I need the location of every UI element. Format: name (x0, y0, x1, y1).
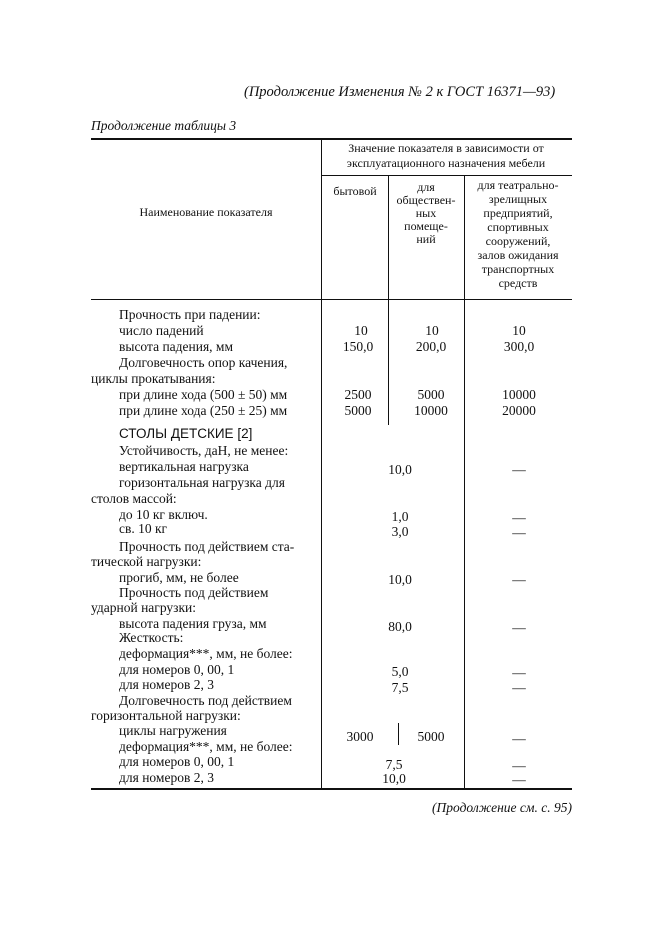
row-label: для номеров 2, 3 (119, 677, 214, 692)
dash-cell: — (512, 620, 526, 635)
dash-cell: — (512, 462, 526, 477)
row-label: вертикальная нагрузка (119, 459, 249, 474)
value-cell: 10 (354, 323, 368, 338)
row-label: горизонтальная нагрузка для (119, 475, 285, 490)
value-cell: 10,0 (388, 462, 412, 477)
table-top-border (91, 138, 572, 140)
dash-cell: — (512, 772, 526, 787)
row-label: при длине хода (500 ± 50) мм (119, 387, 288, 402)
value-cell: 10 (512, 323, 526, 338)
value-cell: 10000 (414, 403, 448, 418)
row-label: Устойчивость, даН, не менее: (119, 443, 289, 458)
dash-cell: — (512, 680, 526, 695)
column-divider-name (321, 138, 322, 789)
column-divider-2 (464, 175, 465, 788)
header-col-public-3: ных (415, 206, 437, 220)
value-cell: 5000 (417, 387, 445, 402)
row-label: циклы прокатывания: (91, 371, 216, 386)
row-label: для номеров 2, 3 (119, 770, 214, 785)
row-label: при длине хода (250 ± 25) мм (119, 403, 288, 418)
section-heading: СТОЛЫ ДЕТСКИЕ [2] (119, 426, 253, 441)
value-cell: 150,0 (342, 339, 374, 354)
value-cell: 2500 (344, 387, 372, 402)
row-label: горизонтальной нагрузки: (91, 708, 241, 723)
row-label: Прочность под действием (119, 585, 269, 600)
header-group-divider (321, 175, 572, 176)
table-bottom-border (91, 788, 572, 790)
row-label: тической нагрузки: (91, 554, 202, 569)
column-divider-1 (388, 175, 389, 425)
row-label: столов массой: (91, 491, 177, 506)
header-col-theatre-4: спортивных (487, 220, 549, 234)
value-cell: 3000 (346, 729, 374, 744)
value-cell: 7,5 (385, 757, 403, 772)
header-name-column: Наименование показателя (139, 205, 273, 219)
row-label: ударной нагрузки: (91, 600, 197, 615)
value-cell: 1,0 (391, 509, 409, 524)
row-label: число падений (119, 323, 204, 338)
value-cell: 5000 (417, 729, 445, 744)
header-col-theatre-2: зрелищных (488, 192, 548, 206)
value-cell: 10,0 (382, 771, 406, 786)
header-col-public-2: обществен- (396, 193, 456, 207)
header-col-theatre-5: сооружений, (485, 234, 551, 248)
header-col-public-4: помеще- (404, 219, 448, 233)
continuation-footer: (Продолжение см. с. 95) (432, 800, 572, 815)
header-col-public-1: для (417, 180, 435, 194)
header-group-line-2: эксплуатационного назначения мебели (346, 156, 546, 170)
row-label: деформация***, мм, не более: (119, 646, 293, 661)
dash-cell: — (512, 525, 526, 540)
value-cell: 10 (425, 323, 439, 338)
row-label: высота падения, мм (119, 339, 234, 354)
row-label: Долговечность под действием (119, 693, 292, 708)
dash-cell: — (512, 510, 526, 525)
row-label: циклы нагружения (119, 723, 227, 738)
header-col-public-5: ний (416, 232, 436, 246)
row-label: св. 10 кг (119, 521, 168, 536)
row-label: Прочность при падении: (119, 307, 261, 322)
header-col-theatre-1: для театрально- (477, 178, 559, 192)
header-col-theatre-8: средств (498, 276, 538, 290)
row-label: для номеров 0, 00, 1 (119, 662, 235, 677)
value-cell: 5,0 (391, 664, 409, 679)
row-label: Жесткость: (119, 630, 184, 645)
value-cell: 7,5 (391, 680, 409, 695)
value-cell: 20000 (502, 403, 536, 418)
value-cell: 5000 (344, 403, 372, 418)
row-label: деформация***, мм, не более: (119, 739, 293, 754)
value-cell: 10000 (502, 387, 536, 402)
row-label: Прочность под действием ста- (119, 539, 295, 554)
continuation-header: (Продолжение Изменения № 2 к ГОСТ 16371—93) (244, 84, 556, 100)
dash-cell: — (512, 665, 526, 680)
value-cell: 300,0 (503, 339, 535, 354)
row-label: прогиб, мм, не более (119, 570, 239, 585)
header-col-theatre-3: предприятий, (483, 206, 553, 220)
value-cell: 3,0 (391, 524, 409, 539)
header-col-theatre-7: транспортных (481, 262, 555, 276)
table-continuation-label: Продолжение таблицы 3 (91, 118, 237, 133)
value-cell: 200,0 (415, 339, 447, 354)
header-bottom-border (91, 299, 572, 300)
cycles-divider (398, 723, 399, 745)
row-label: высота падения груза, мм (119, 616, 267, 631)
header-col-theatre-6: залов ожидания (477, 248, 559, 262)
dash-cell: — (512, 731, 526, 746)
dash-cell: — (512, 572, 526, 587)
value-cell: 80,0 (388, 619, 412, 634)
value-cell: 10,0 (388, 572, 412, 587)
header-col-household: бытовой (333, 184, 377, 198)
dash-cell: — (512, 758, 526, 773)
header-group-line-1: Значение показателя в зависимости от (348, 141, 544, 155)
row-label: для номеров 0, 00, 1 (119, 754, 235, 769)
row-label: Долговечность опор качения, (119, 355, 288, 370)
row-label: до 10 кг включ. (119, 507, 208, 522)
